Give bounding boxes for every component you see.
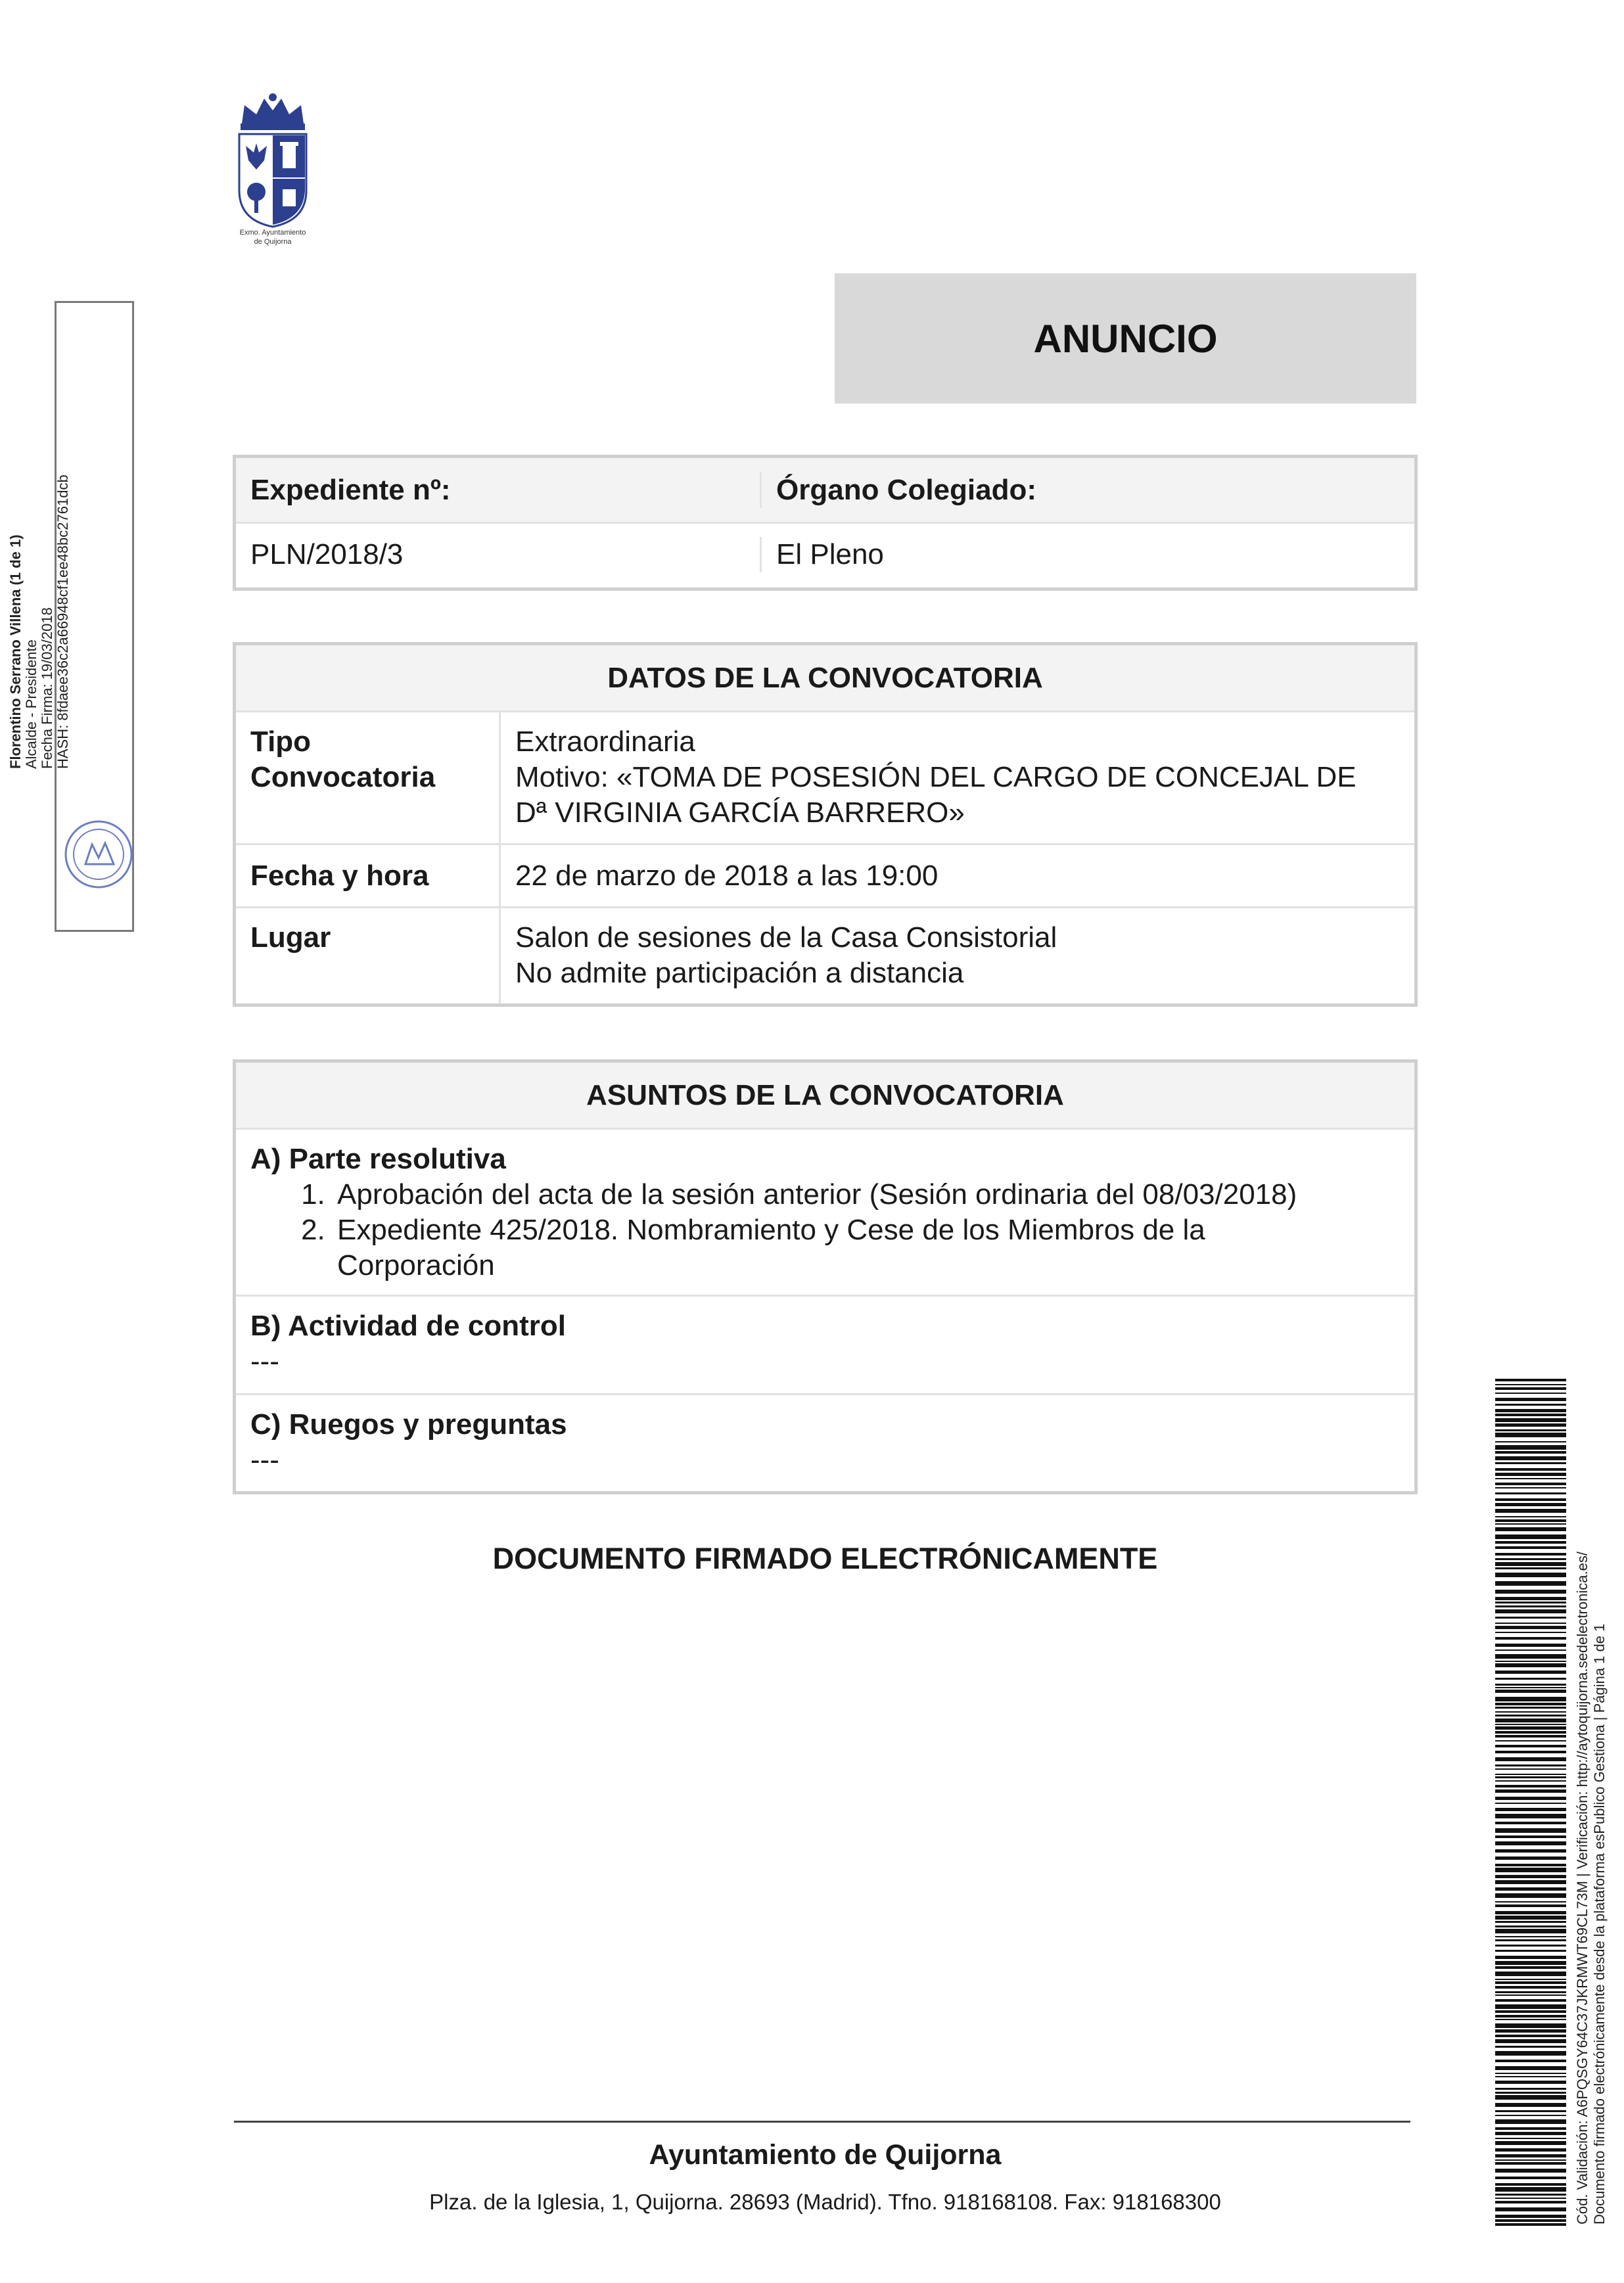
datos-convocatoria-table [233, 642, 1418, 1007]
asuntos-convocatoria-table [233, 1059, 1418, 1494]
signer-name: Florentino Serrano Villena (1 de 1) [7, 534, 24, 769]
organo-value: El Pleno [760, 537, 1414, 572]
section-b-body: --- [250, 1345, 279, 1377]
section-c-heading: C) Ruegos y preguntas [250, 1408, 567, 1441]
signed-notice: DOCUMENTO FIRMADO ELECTRÓNICAMENTE [492, 1542, 1158, 1575]
signer-role: Alcalde - Presidente [23, 639, 39, 769]
section-a-heading: A) Parte resolutiva [250, 1143, 506, 1175]
tipo-label-line1: Tipo [250, 726, 312, 758]
motivo-line: Motivo: «TOMA DE POSESIÓN DEL CARGO DE CONCEJAL DE [515, 761, 1357, 793]
organo-header: Órgano Colegiado: [760, 473, 1414, 508]
lugar-label: Lugar [250, 921, 331, 954]
asuntos-title-row [236, 1063, 1414, 1128]
datos-title: DATOS DE LA CONVOCATORIA [607, 661, 1043, 694]
expediente-header: Expediente nº: [250, 473, 451, 506]
crest-caption-line2: de Quijorna [254, 238, 292, 246]
expediente-value-row [236, 522, 1414, 586]
footer-divider [234, 2121, 1410, 2123]
tipo-row [236, 710, 1414, 843]
section-a-list [236, 1177, 1414, 1283]
signature-hash: HASH: 8fdaee36c2a66948cf1ee48bc2761dcb [55, 474, 71, 769]
title-box [835, 273, 1416, 404]
expediente-table [233, 455, 1418, 591]
verification-text [1574, 1552, 1608, 2225]
motivo-line-2: Dª VIRGINIA GARCÍA BARRERO» [515, 796, 965, 829]
tipo-label-line2: Convocatoria [250, 761, 436, 793]
barcode-icon [1495, 1379, 1566, 2228]
asuntos-section-a [236, 1128, 1414, 1295]
signature-date: Fecha Firma: 19/03/2018 [39, 607, 55, 769]
participacion-line: No admite participación a distancia [515, 957, 964, 989]
datos-title-row [236, 645, 1414, 710]
expediente-value: PLN/2018/3 [250, 538, 404, 570]
footer-organization: Ayuntamiento de Quijorna [649, 2139, 1002, 2171]
crest-icon [230, 92, 315, 230]
lugar-value [499, 908, 1414, 1003]
fecha-label: Fecha y hora [250, 859, 429, 892]
section-c-body: --- [250, 1444, 279, 1476]
tipo-line: Extraordinaria [515, 726, 695, 758]
tipo-label [236, 724, 499, 843]
section-b-heading: B) Actividad de control [250, 1310, 566, 1342]
expediente-header-row [236, 458, 1414, 522]
verification-line1: Cód. Validación: A6PQSGY64C37JKRMWT69CL73M | Verificación: http://aytoquijorna.sedelectronica.es/ [1574, 1552, 1590, 2225]
asuntos-section-c [236, 1393, 1414, 1492]
fecha-row [236, 843, 1414, 906]
list-item: 2. Expediente 425/2018. Nombramiento y Cese de los Miembros de la Corporación [333, 1212, 1414, 1283]
lugar-row [236, 906, 1414, 1003]
municipal-crest-logo [230, 92, 315, 250]
lugar-line: Salon de sesiones de la Casa Consistorial [515, 921, 1057, 954]
footer-address: Plza. de la Iglesia, 1, Quijorna. 28693 (Madrid). Tfno. 918168108. Fax: 918168300 [429, 2190, 1221, 2214]
list-item: 1. Aprobación del acta de la sesión anterior (Sesión ordinaria del 08/03/2018) [333, 1177, 1414, 1212]
crest-caption-line1: Exmo. Ayuntamiento [239, 229, 306, 237]
tipo-value [499, 712, 1414, 843]
fecha-value: 22 de marzo de 2018 a las 19:00 [499, 845, 1414, 906]
signature-text [8, 474, 71, 769]
page-title: ANUNCIO [1033, 316, 1218, 361]
asuntos-title: ASUNTOS DE LA CONVOCATORIA [586, 1078, 1064, 1111]
seal-stamp-icon [62, 818, 135, 890]
asuntos-section-b [236, 1295, 1414, 1393]
verification-line2: Documento firmado electrónicamente desde la plataforma esPublico Gestiona | Página 1 de 1 [1591, 1623, 1608, 2225]
